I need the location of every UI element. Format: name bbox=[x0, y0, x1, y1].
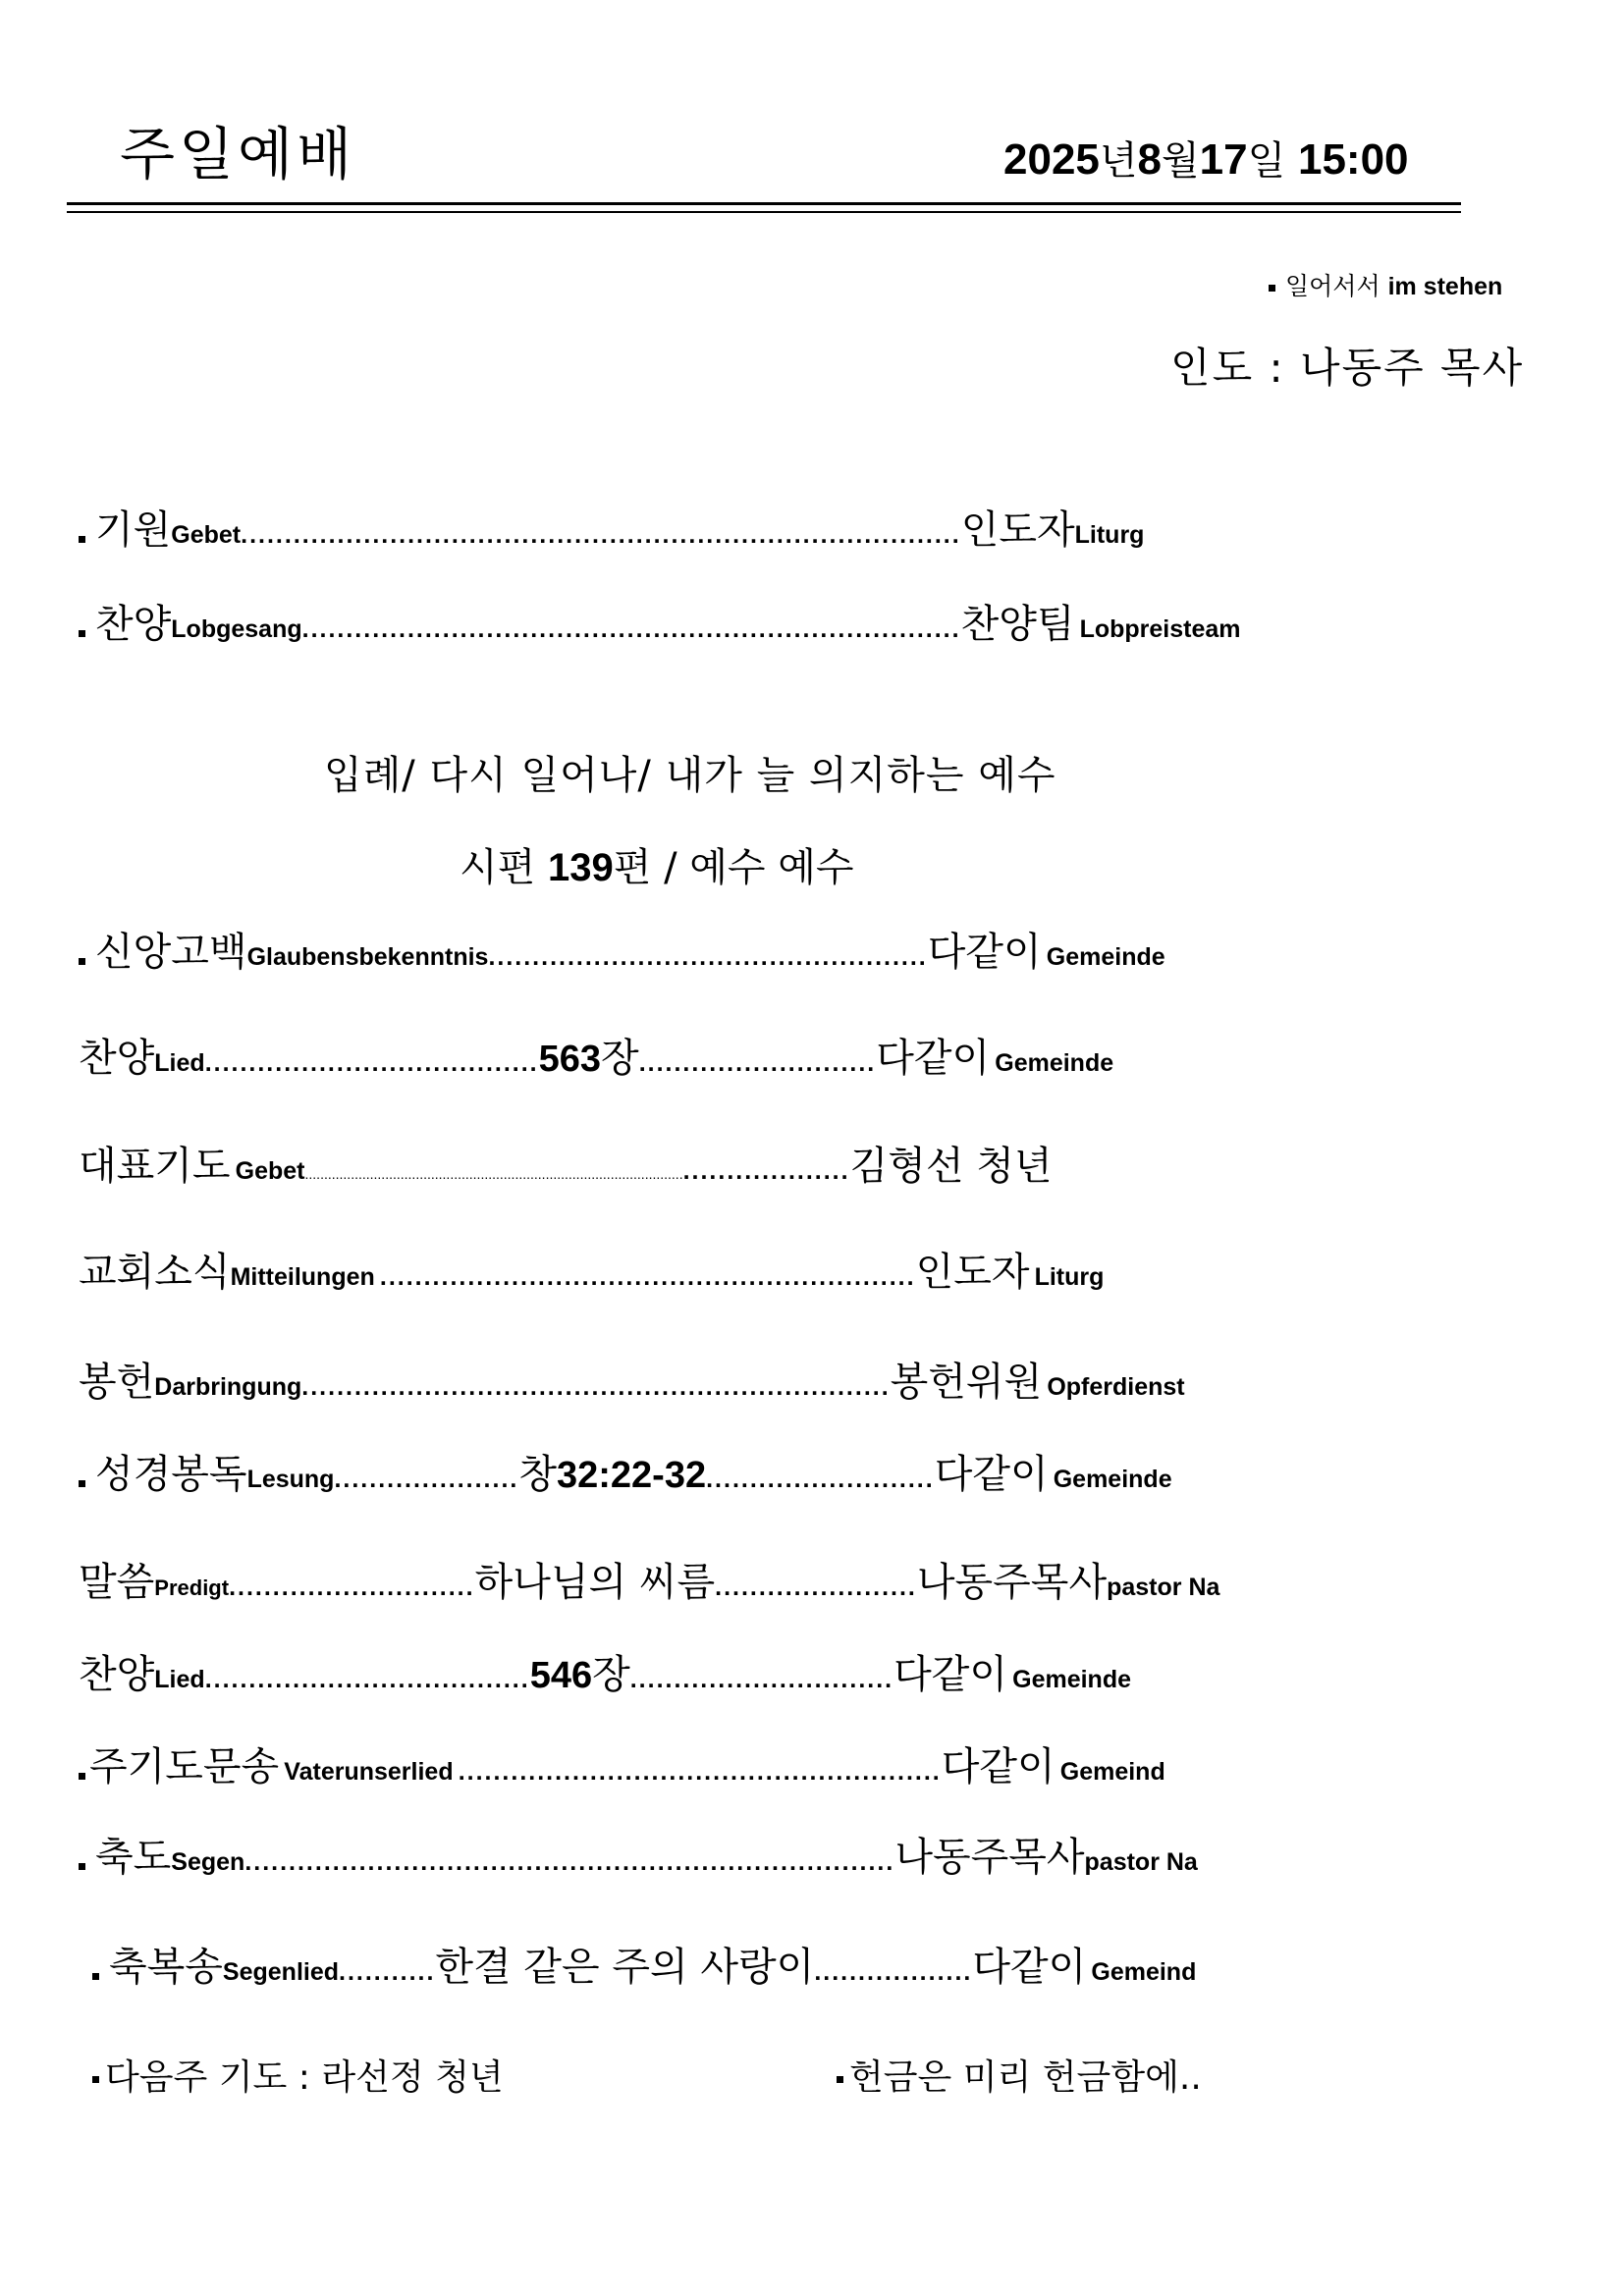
order-item-benediction: 축도 Segen .......................................................................... 나동주목사 pastor Na bbox=[79, 1838, 1198, 1877]
bullet-icon bbox=[837, 2076, 843, 2083]
bullet-icon bbox=[92, 1973, 99, 1980]
leader-dots: .............................. bbox=[629, 1666, 894, 1693]
bullet-icon bbox=[92, 2076, 99, 2083]
leader-dots: .................. bbox=[814, 1958, 973, 1986]
order-item-representative-prayer: 대표기도 Gebet ................................................................................................... ................... 김형선 청년 bbox=[79, 1144, 1053, 1189]
offering-note: 헌금은 미리 헌금함에.. bbox=[837, 2050, 1202, 2100]
order-item-sermon: 말씀 Predigt ............................ 하나님의 씨름 ....................... 나동주목사 pastor Na bbox=[79, 1560, 1220, 1605]
date-year-unit: 년 bbox=[1099, 138, 1138, 184]
leader-dots: ................................................................................................... bbox=[304, 1166, 683, 1182]
leader-dots: ................................................................... bbox=[301, 1373, 891, 1401]
standing-note: 일어서서 im stehen bbox=[1269, 267, 1502, 302]
leader-dots: .................................................................................. bbox=[241, 521, 961, 549]
order-item-blessing-song: 축복송 Segenlied ........... 한결 같은 주의 사랑이 .................. 다같이 Gemeind bbox=[92, 1948, 1196, 1987]
next-week-prayer: 다음주 기도 : 라선정 청년 bbox=[92, 2050, 504, 2100]
date-day: 17 bbox=[1199, 135, 1248, 184]
bullet-icon bbox=[79, 958, 85, 965]
date-month-unit: 월 bbox=[1162, 138, 1200, 184]
leader-dots: .......................................................................... bbox=[244, 1848, 895, 1876]
bullet-icon bbox=[79, 1773, 85, 1780]
order-item-announcements: 교회소식 Mitteilungen ............................................................. 인도자 Liturg bbox=[79, 1250, 1105, 1295]
bullet-icon bbox=[1269, 285, 1275, 292]
order-item-scripture-reading: 성경봉독 Lesung ..................... 창 32:22-32 .......................... 다같이 Gemeinde bbox=[79, 1455, 1172, 1494]
praise-songs-line-1: 입례/ 다시 일어나/ 내가 늘 의지하는 예수 bbox=[324, 753, 1056, 798]
service-date bbox=[1003, 130, 1409, 186]
leader-dots: ................... bbox=[682, 1157, 850, 1185]
bullet-icon bbox=[79, 1863, 85, 1870]
leader-dots: ........................................................................... bbox=[301, 615, 961, 643]
header-divider-bottom bbox=[67, 211, 1461, 213]
leader-dots: ........................... bbox=[638, 1049, 877, 1077]
date-month: 8 bbox=[1137, 135, 1163, 184]
page-title: 주일예배 bbox=[120, 121, 356, 187]
order-item-hymn-2: 찬양 Lied ..................................... 546 장 .............................. 다같이 Gemeinde bbox=[79, 1652, 1131, 1697]
leader-dots: ..................... bbox=[334, 1466, 519, 1493]
leader-dots: .................................................. bbox=[488, 943, 928, 971]
order-item-offering: 봉헌 Darbringung ................................................................... 봉헌위원 Opferdienst bbox=[79, 1360, 1185, 1405]
leader-dots: ............................................................. bbox=[379, 1263, 916, 1291]
order-item-praise: 찬양 Lobgesang ........................................................................... 찬양팀 Lobpreisteam bbox=[79, 605, 1241, 644]
leader-dots: ....................... bbox=[715, 1574, 917, 1601]
bullet-icon bbox=[79, 536, 85, 543]
leader-dots: ........... bbox=[339, 1958, 436, 1986]
bullet-icon bbox=[79, 1480, 85, 1487]
leader-dots: ..................................... bbox=[204, 1666, 530, 1693]
leader-dots: ....................................................... bbox=[458, 1758, 942, 1786]
bullet-icon bbox=[79, 630, 85, 637]
order-item-invocation: 기원 Gebet .................................................................................. 인도자 Liturg bbox=[79, 510, 1144, 550]
date-day-unit: 일 bbox=[1247, 138, 1286, 184]
order-item-hymn-1: 찬양 Lied ...................................... 563 장 ........................... 다같이 Gemeinde bbox=[79, 1036, 1114, 1081]
leader-dots: .......................... bbox=[706, 1466, 935, 1493]
header-divider-top bbox=[67, 202, 1461, 205]
order-item-lords-prayer-song: 주기도문송 Vaterunserlied ....................................................... 다같이 Gemeind bbox=[79, 1747, 1165, 1787]
leader-line: 인도 : 나동주 목사 bbox=[1170, 344, 1525, 392]
leader-dots: ...................................... bbox=[204, 1049, 539, 1077]
praise-songs-line-2: 시편 139편 / 예수 예수 bbox=[460, 845, 854, 890]
service-time: 15:00 bbox=[1297, 135, 1409, 184]
leader-dots: ............................ bbox=[229, 1574, 475, 1601]
date-year: 2025 bbox=[1003, 135, 1100, 184]
order-item-creed: 신앙고백 Glaubensbekenntnis .................................................. 다같이 Gemeinde bbox=[79, 933, 1165, 972]
